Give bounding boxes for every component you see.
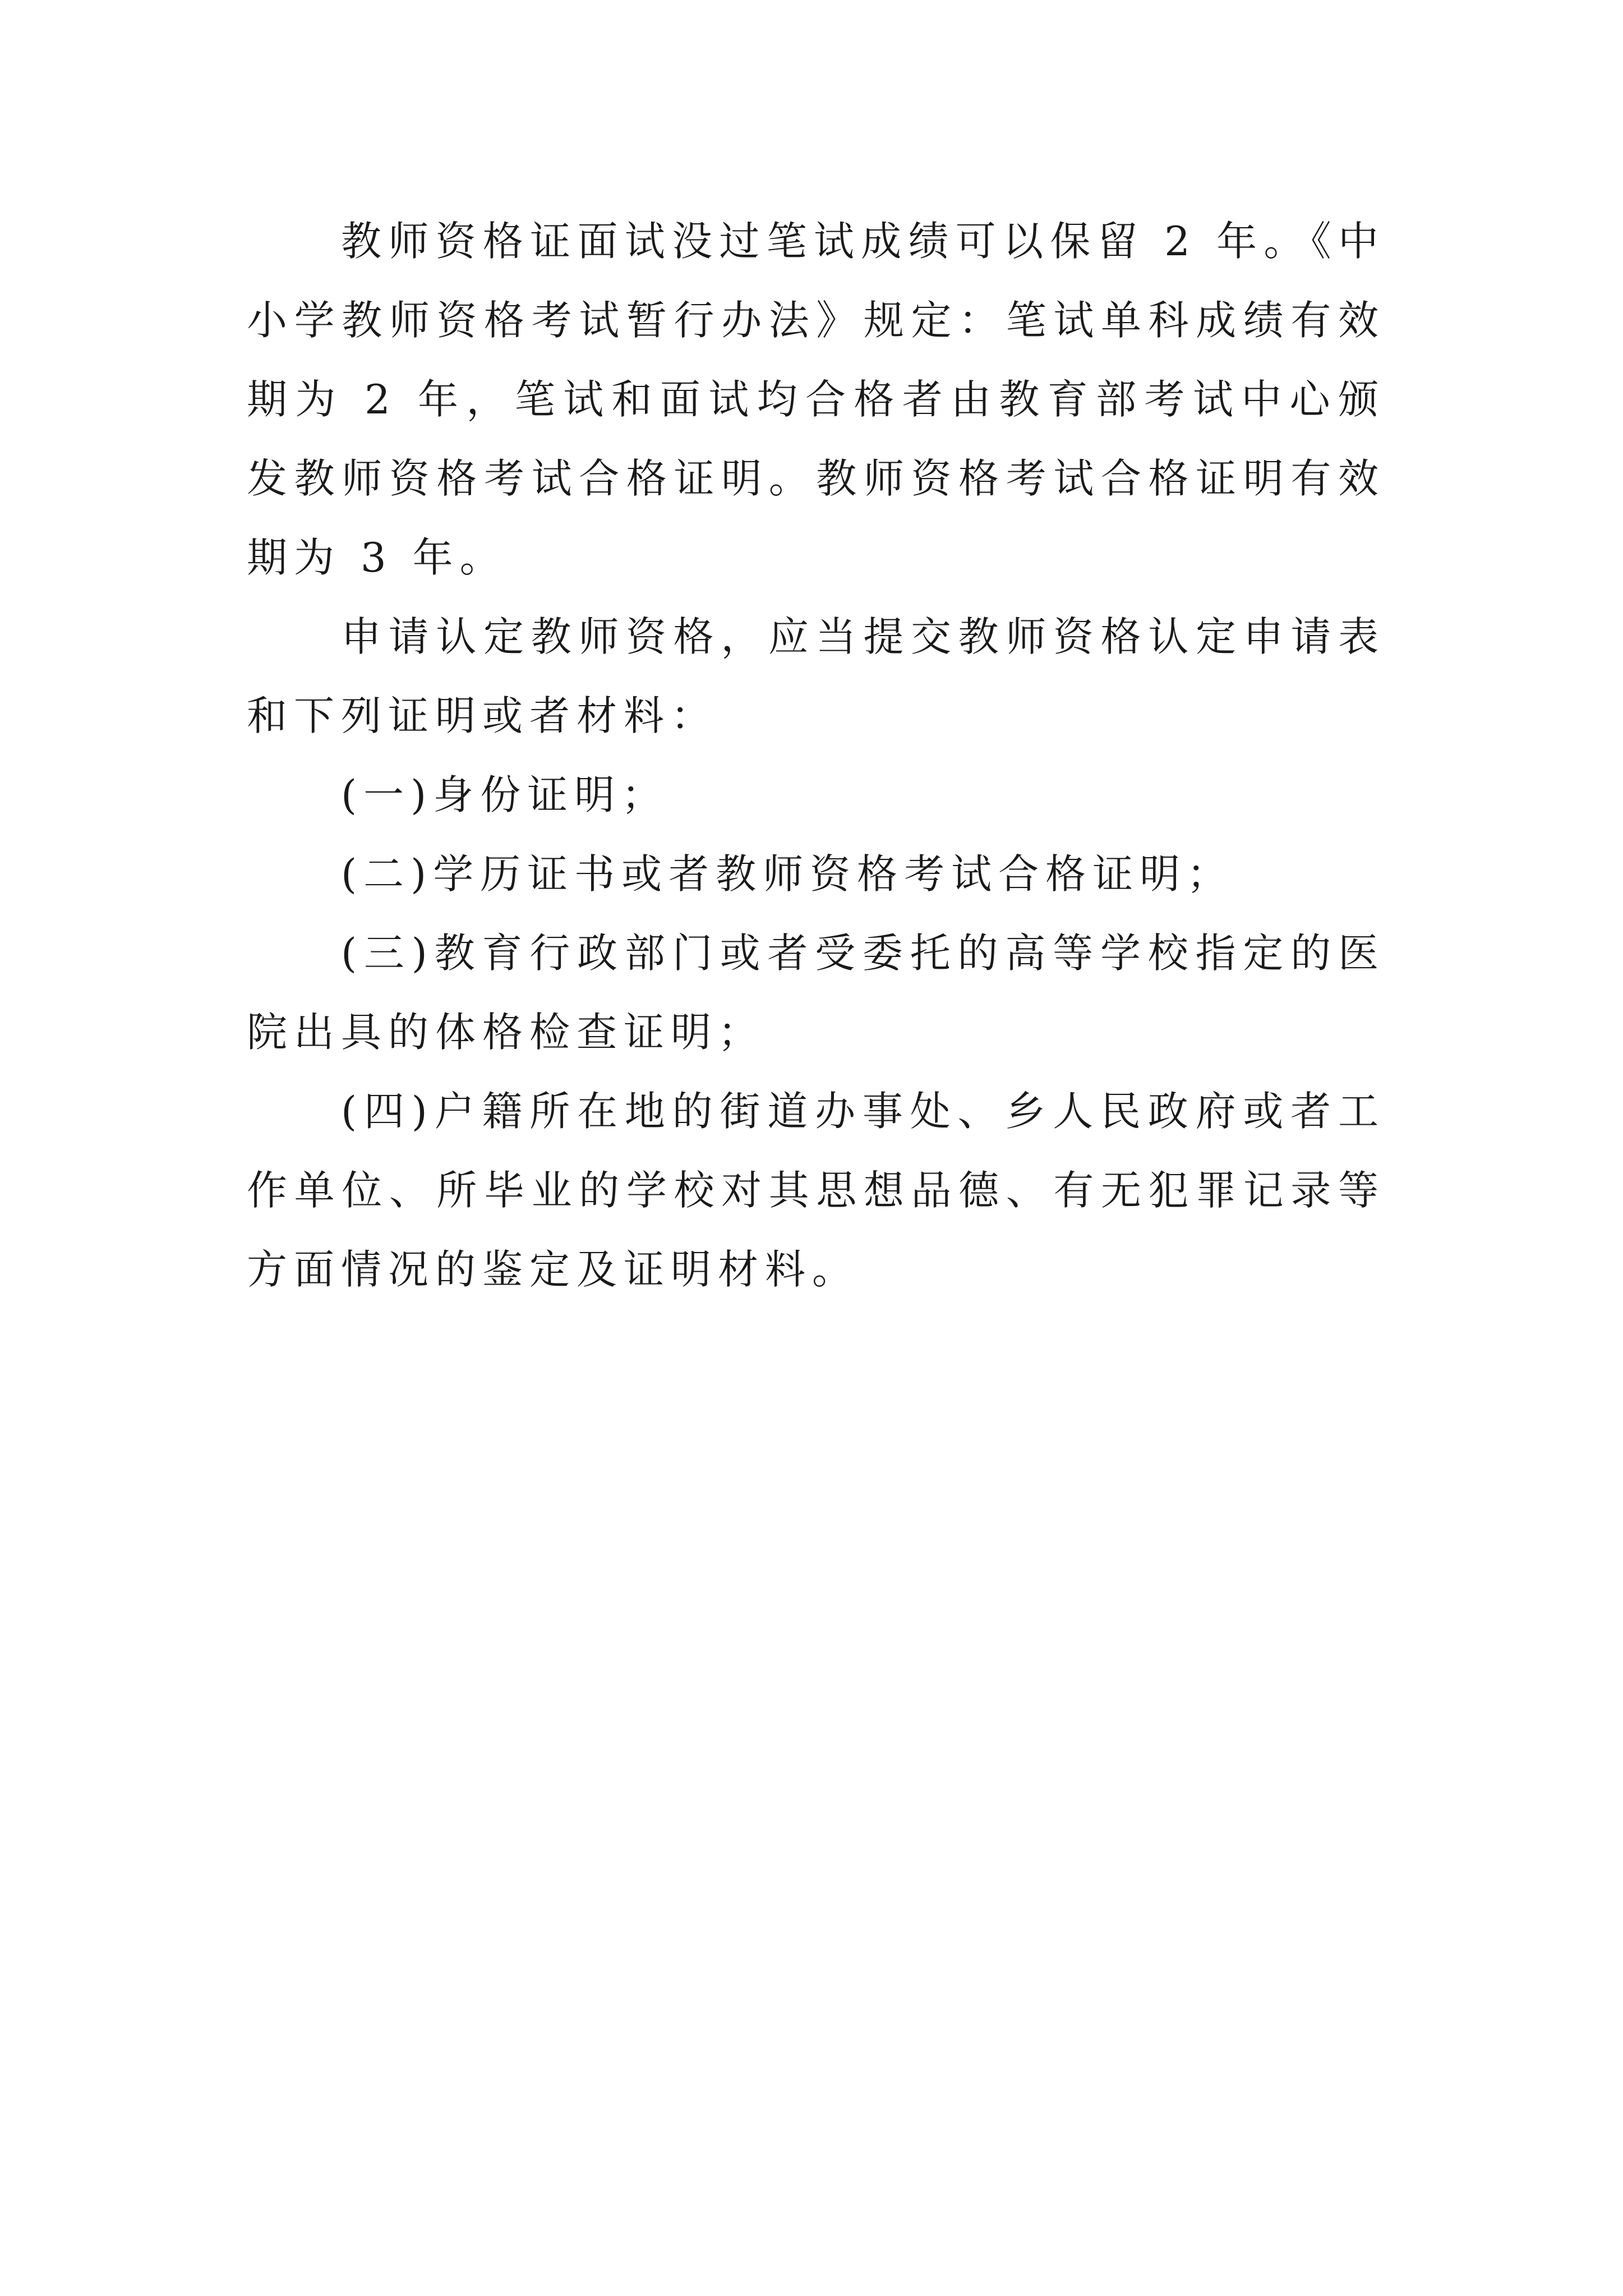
- paragraph-exam-validity: 教师资格证面试没过笔试成绩可以保留 2 年。《中小学教师资格考试暂行办法》规定：笔试单科成绩有效期为 2 年，笔试和面试均合格者由教育部考试中心颁发教师资格考试合格证明。教师资格考试合格证明有效期为 3 年。: [247, 218, 1385, 581]
- list-item-education-certificate: (二)学历证书或者教师资格考试合格证明；: [341, 850, 1234, 898]
- list-item-medical-certificate: (三)教育行政部门或者受委托的高等学校指定的医院出具的体格检查证明；: [247, 930, 1385, 1056]
- list-item-character-certificate: (四)户籍所在地的街道办事处、乡人民政府或者工作单位、所毕业的学校对其思想品德、有无犯罪记录等方面情况的鉴定及证明材料。: [247, 1088, 1385, 1293]
- document-body: [247, 202, 1385, 1309]
- list-item-identity-proof: (一)身份证明；: [341, 771, 669, 818]
- paragraph-application-requirements: 申请认定教师资格，应当提交教师资格认定申请表和下列证明或者材料：: [247, 613, 1385, 739]
